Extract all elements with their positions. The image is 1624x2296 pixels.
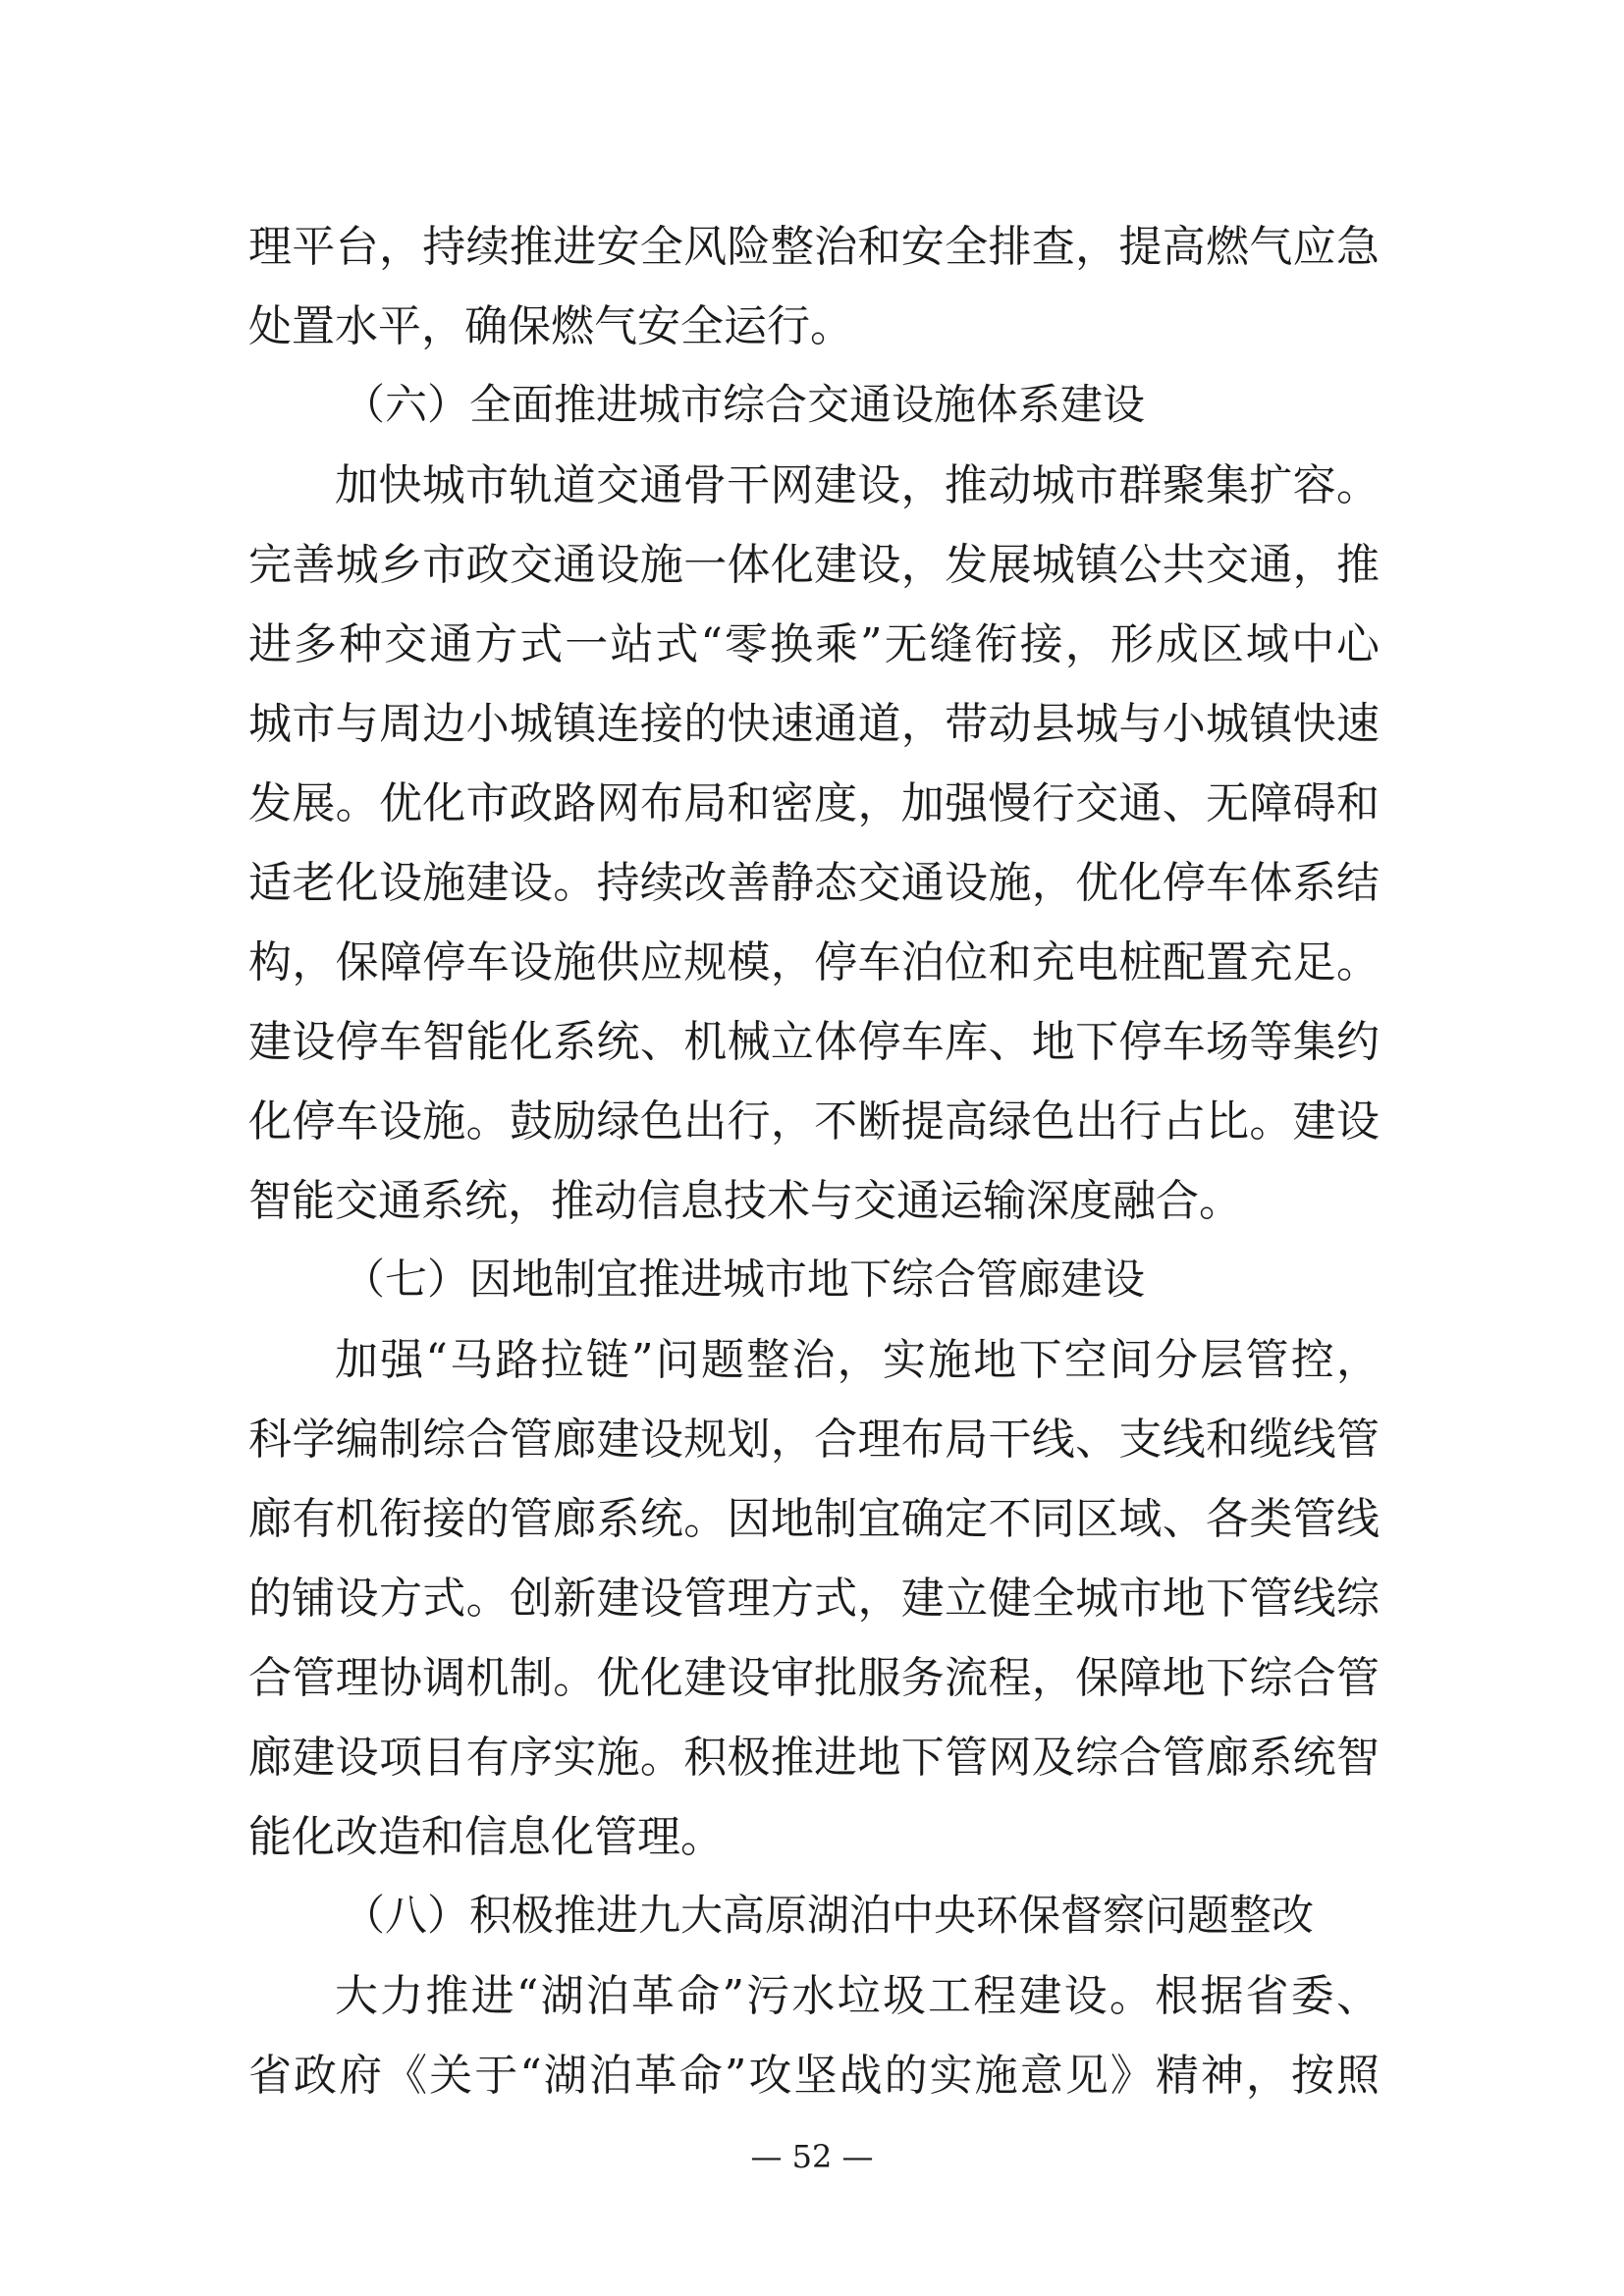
paragraph-line: 理平台，持续推进安全风险整治和安全排查，提高燃气应急 bbox=[248, 222, 1380, 272]
document-body bbox=[248, 207, 1380, 2115]
page-number: — 52 — bbox=[750, 2138, 874, 2175]
paragraph-line: 适老化设施建设。持续改善静态交通设施，优化停车体系结 bbox=[248, 858, 1380, 908]
paragraph-first-line: 加快城市轨道交通骨干网建设，推动城市群聚集扩容。 bbox=[335, 460, 1380, 510]
paragraph-last-line: 能化改造和信息化管理。 bbox=[248, 1812, 724, 1862]
paragraph-line: 构，保障停车设施供应规模，停车泊位和充电桩配置充足。 bbox=[248, 937, 1380, 988]
paragraph-line: 的铺设方式。创新建设管理方式，建立健全城市地下管线综 bbox=[248, 1574, 1380, 1624]
section-heading: （八）积极推进九大高原湖泊中央环保督察问题整改 bbox=[343, 1892, 1314, 1941]
paragraph-line: 合管理协调机制。优化建设审批服务流程，保障地下综合管 bbox=[248, 1653, 1380, 1703]
paragraph-line: 完善城乡市政交通设施一体化建设，发展城镇公共交通，推 bbox=[248, 540, 1380, 590]
paragraph-line: 廊有机衔接的管廊系统。因地制宜确定不同区域、各类管线 bbox=[248, 1494, 1380, 1544]
paragraph-line: 建设停车智能化系统、机械立体停车库、地下停车场等集约 bbox=[248, 1017, 1380, 1067]
paragraph-line: 化停车设施。鼓励绿色出行，不断提高绿色出行占比。建设 bbox=[248, 1096, 1380, 1147]
section-heading: （七）因地制宜推进城市地下综合管廊建设 bbox=[343, 1255, 1145, 1305]
paragraph-line: 科学编制综合管廊建设规划，合理布局干线、支线和缆线管 bbox=[248, 1415, 1380, 1465]
paragraph-line: 廊建设项目有序实施。积极推进地下管网及综合管廊系统智 bbox=[248, 1733, 1380, 1783]
paragraph-first-line: 加强“马路拉链”问题整治，实施地下空间分层管控， bbox=[335, 1335, 1380, 1385]
paragraph-line: 发展。优化市政路网布局和密度，加强慢行交通、无障碍和 bbox=[248, 778, 1380, 828]
paragraph-line: 省政府《关于“湖泊革命”攻坚战的实施意见》精神，按照 bbox=[248, 2051, 1380, 2101]
paragraph-last-line: 处置水平，确保燃气安全运行。 bbox=[248, 301, 853, 351]
paragraph-last-line: 智能交通系统，推动信息技术与交通运输深度融合。 bbox=[248, 1176, 1242, 1226]
paragraph-line: 进多种交通方式一站式“零换乘”无缝衔接，形成区域中心 bbox=[248, 619, 1380, 669]
section-heading: （六）全面推进城市综合交通设施体系建设 bbox=[343, 381, 1145, 430]
paragraph-first-line: 大力推进“湖泊革命”污水垃圾工程建设。根据省委、 bbox=[335, 1971, 1380, 2021]
paragraph-line: 城市与周边小城镇连接的快速通道，带动县城与小城镇快速 bbox=[248, 699, 1380, 749]
